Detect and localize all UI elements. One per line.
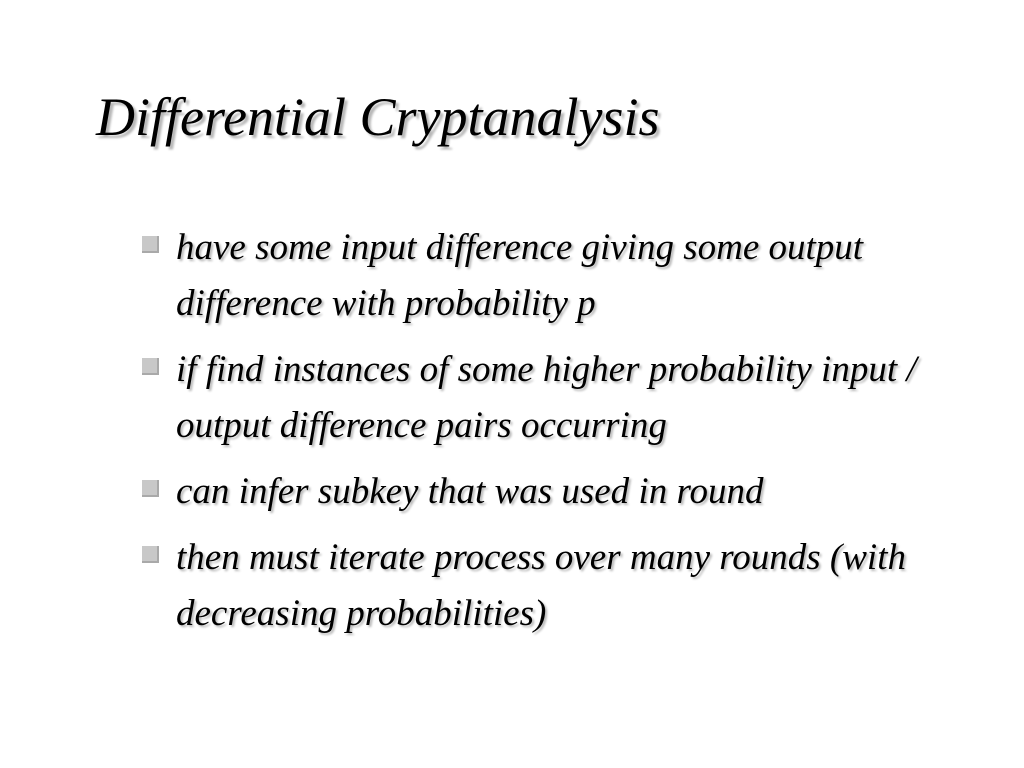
bullet-item [142,464,1002,520]
bullet-list [142,220,1002,652]
square-bullet-icon [142,480,159,497]
bullet-text: then must iterate process over many rounds (with decreasing probabilities) [176,537,906,634]
square-bullet-icon [142,546,159,563]
slide-title: Differential Cryptanalysis [96,87,660,147]
square-bullet-icon [142,358,159,375]
bullet-text: have some input difference giving some output difference with probability p [176,227,864,324]
bullet-item [142,530,1002,642]
square-bullet-icon [142,236,159,253]
bullet-item [142,342,1002,454]
bullet-text: if find instances of some higher probability input / output difference pairs occurring [176,349,917,446]
bullet-item [142,220,1002,332]
bullet-text: can infer subkey that was used in round [176,471,764,512]
